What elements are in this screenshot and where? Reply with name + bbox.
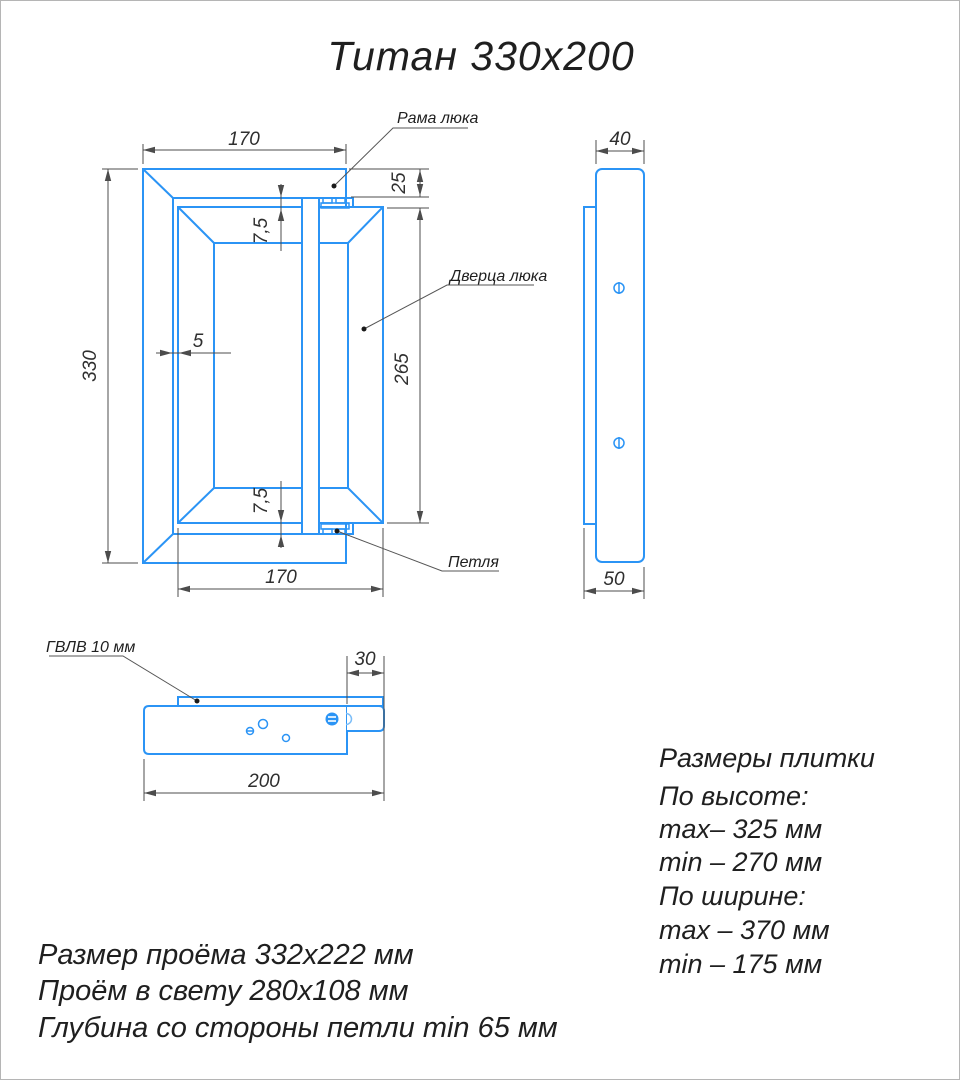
dim-width-label: 200	[248, 771, 280, 792]
tile-info-line: min – 175 мм	[659, 949, 823, 979]
dim-total-depth-label: 50	[603, 569, 625, 590]
section-door-body	[144, 706, 347, 754]
notes-block	[38, 939, 558, 1044]
hinge-label: Петля	[448, 554, 499, 571]
side-view	[584, 129, 644, 599]
leader-door	[364, 285, 534, 329]
tile-info-line: По ширине:	[659, 881, 806, 911]
drawing-title: Титан 330x200	[327, 33, 635, 79]
tile-info-line: По высоте:	[659, 781, 809, 811]
leader-dot	[195, 699, 200, 704]
note-line: Размер проёма 332x222 мм	[38, 939, 414, 971]
hinge-bar	[302, 198, 319, 534]
tile-info-title: Размеры плитки	[659, 743, 875, 773]
dim-door-height-label: 265	[392, 353, 413, 385]
tile-info-line: max – 370 мм	[659, 915, 830, 945]
dim-height-label: 330	[80, 350, 101, 382]
door-outline	[178, 207, 383, 523]
frame-bevel-bottom-left	[143, 534, 173, 563]
frame-label: Рама люка	[397, 110, 479, 127]
hinge-top-strip	[321, 203, 349, 208]
tile-info-block	[659, 743, 875, 979]
leader-dot	[332, 184, 337, 189]
gvl-label: ГВЛВ 10 мм	[46, 639, 136, 656]
hinge-screw-icon	[326, 713, 339, 726]
dim-hinge-side-label: 30	[354, 649, 376, 670]
leader-dot	[335, 529, 340, 534]
dim-gap-bottom-label: 7,5	[251, 487, 272, 515]
tile-info-line: max– 325 мм	[659, 814, 823, 844]
hinge-bottom-tab-left	[323, 529, 332, 534]
gvl-panel-plate	[178, 697, 383, 706]
dim-gap-top-label: 7,5	[251, 217, 272, 245]
dim-door-depth-label: 40	[609, 129, 631, 150]
leader-dot	[362, 327, 367, 332]
side-door-body	[596, 169, 644, 562]
leader-gvl	[49, 656, 197, 701]
dim-width-bottom-label: 170	[265, 567, 297, 588]
section-hinge-block	[347, 706, 384, 731]
dim-frame-depth-label: 25	[389, 172, 410, 194]
note-line: Глубина со стороны петли min 65 мм	[38, 1012, 558, 1044]
section-view	[46, 639, 384, 801]
tile-info-line: min – 270 мм	[659, 847, 823, 877]
dim-width-top-label: 170	[228, 129, 260, 150]
door-label: Дверца люка	[450, 268, 548, 285]
dim-gap-side-label: 5	[192, 331, 204, 352]
frame-bevel-top-left	[143, 169, 173, 198]
technical-drawing	[1, 1, 960, 1081]
note-line: Проём в свету 280x108 мм	[38, 975, 409, 1007]
